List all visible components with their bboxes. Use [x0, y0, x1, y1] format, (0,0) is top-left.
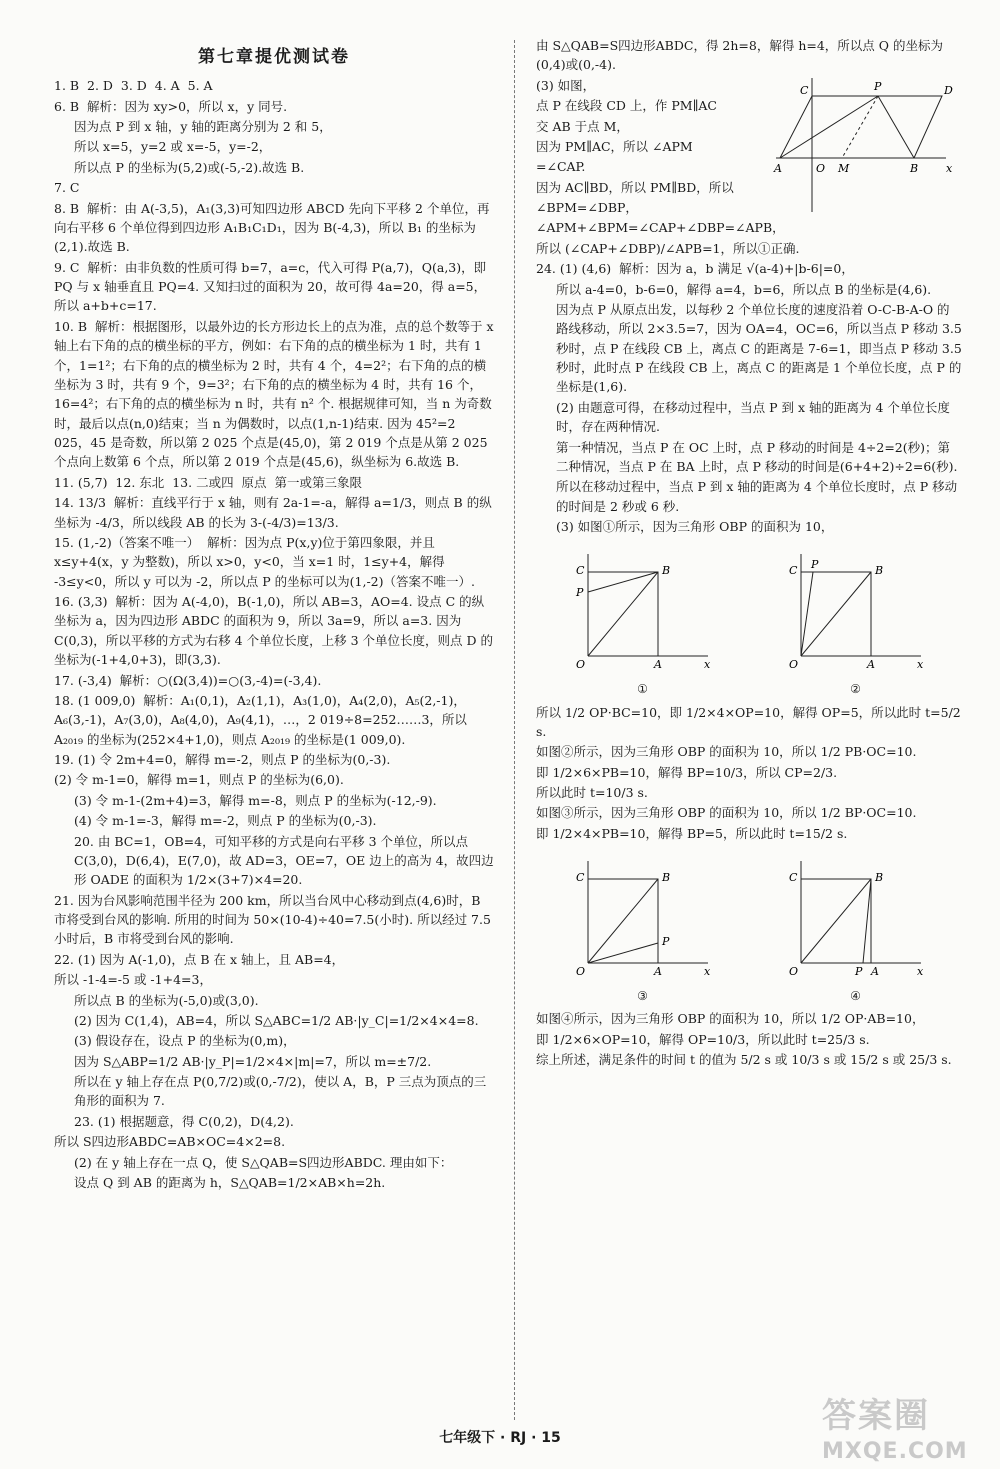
answer-line: 8. B 解析：由 A(-3,5)，A₁(3,3)可知四边形 ABCD 先向下平移 2 个单位，再向右平移 6 个单位得到四边形 A₁B₁C₁D₁，因为 B(-4,3)，所以 B₁ 的坐标为(2,1).故选 B. — [54, 200, 490, 255]
right-text-bottom — [536, 1009, 962, 1069]
answer-line: 设点 Q 到 AB 的距离为 h，S△QAB=1/2×AB×h=2h. — [74, 1174, 386, 1190]
figure-1 — [568, 544, 718, 698]
answer-line: 14. 13/3 解析：直线平行于 x 轴，则有 2a-1=-a，解得 a=1/3，则点 B 的纵坐标为 -4/3，所以线段 AB 的长为 3-(-4/3)=13/3. — [54, 495, 492, 530]
answer-line: 所以在 y 轴上存在点 P(0,7/2)或(0,-7/2)，使以 A，B，P 三点为顶点的三角形的面积为 7. — [74, 1074, 487, 1109]
right-text-top — [536, 36, 966, 536]
answer-line: 因为 S△ABP=1/2 AB·|y_P|=1/2×4×|m|=7，所以 m=±7/2. — [74, 1053, 432, 1069]
answer-line: 所以 S四边形ABDC=AB×OC=4×2=8. — [54, 1134, 286, 1150]
figure-4 — [781, 851, 931, 1005]
answer-line: 即 1/2×6×OP=10，解得 OP=10/3，所以此时 t=25/3 s. — [536, 1031, 870, 1047]
answer-line: 16. (3,3) 解析：因为 A(-4,0)，B(-1,0)，所以 AB=3，AO=4. 设点 C 的纵坐标为 a，因为四边形 ABDC 的面积为 9，所以 3a=9，所以 a=3. 因为 C(0,3)，所以平移的方式为右移 4 个单位长度，上移 3 个单位长度，则点 D 的坐标为(-1+4,0+3)，即(3,3). — [54, 594, 493, 668]
figure-3 — [568, 851, 718, 1005]
segment-ob — [588, 879, 658, 963]
answer-line: 24. (1) (4,6) 解析：因为 a，b 满足 √(a-4)+|b-6|=0， — [536, 261, 854, 277]
answer-line: (3) 令 m-1-(2m+4)=3，解得 m=-8，则点 P 的坐标为(-12,-9). — [74, 792, 437, 808]
answer-line: 所以在移动过程中，当点 P 到 x 轴的距离为 4 个单位长度时，点 P 移动的时间是 2 秒或 6 秒. — [556, 479, 958, 514]
point-label: P — [575, 586, 583, 600]
parallelogram-shape — [780, 96, 942, 158]
q23-3-text — [536, 76, 785, 239]
watermark-line2: MXQE.COM — [822, 1438, 968, 1464]
point-label: O — [575, 658, 585, 672]
point-label: P — [874, 79, 882, 93]
answer-line: 如图②所示，因为三角形 OBP 的面积为 10，所以 1/2 PB·OC=10. — [536, 744, 917, 760]
point-label: x — [916, 965, 923, 979]
segment-pm — [842, 96, 878, 158]
column-divider — [514, 40, 515, 1420]
answer-line: 所以点 P 的坐标为(5,2)或(-5,-2).故选 B. — [74, 159, 305, 175]
point-label: O — [788, 965, 798, 979]
watermark-line1: 答案圈 — [822, 1396, 930, 1436]
answer-line: 如图③所示，因为三角形 OBP 的面积为 10，所以 1/2 BP·OC=10. — [536, 805, 917, 821]
answer-line: (2) 因为 C(1,4)，AB=4，所以 S△ABC=1/2 AB·|y_C|=1/2×4×4=8. — [74, 1012, 479, 1028]
answer-line: (3) 如图， — [536, 77, 596, 93]
answer-line: (4) 令 m-1=-3，解得 m=-2，则点 P 的坐标为(0,-3). — [74, 813, 377, 829]
point-label: C — [575, 564, 584, 578]
answer-line: 由 S△QAB=S四边形ABDC，得 2h=8，解得 h=4，所以点 Q 的坐标为(0,4)或(0,-4). — [536, 38, 943, 73]
answer-line: 11. (5,7) 12. 东北 13. 二或四 原点 第一或第三象限 — [54, 474, 362, 490]
answer-line: ∠BPM=∠DBP， — [536, 200, 638, 215]
answer-line: 所以 a-4=0，b-6=0，解得 a=4，b=6，所以点 B 的坐标是(4,6). — [556, 281, 932, 297]
point-label: x — [916, 658, 923, 672]
answer-line: 7. C — [54, 180, 80, 196]
watermark — [822, 1390, 968, 1469]
page-footer: 七年级下 · RJ · 15 — [439, 1430, 561, 1446]
point-label: P — [810, 558, 818, 572]
figure-1-svg — [568, 544, 718, 674]
point-label: O — [788, 658, 798, 672]
answer-line: (2) 在 y 轴上存在一点 Q，使 S△QAB=S四边形ABDC. 理由如下： — [74, 1154, 453, 1170]
answer-line: 第一种情况，当点 P 在 OC 上时，点 P 移动的时间是 4÷2=2(秒)；第二种情况，当点 P 在 BA 上时，点 P 移动的时间是(6+4+2)÷2=6(秒). — [556, 439, 958, 474]
answer-line: 交 AB 于点 M， — [536, 118, 629, 134]
point-label: A — [653, 965, 662, 979]
point-label: P — [661, 935, 669, 949]
point-label: C — [788, 871, 797, 885]
point-label: M — [838, 161, 850, 175]
point-label: P — [854, 965, 862, 979]
point-label: C — [800, 83, 809, 97]
point-label: A — [653, 658, 662, 672]
answer-line: 因为 PM∥AC，所以 ∠APM — [536, 138, 693, 154]
answer-line: 综上所述，满足条件的时间 t 的值为 5/2 s 或 10/3 s 或 15/2 s 或 25/3 s. — [536, 1052, 952, 1068]
answer-line: 20. 由 BC=1，OB=4，可知平移的方式是向右平移 3 个单位，所以点 C(3,0)，D(6,4)，E(7,0)，故 AD=3，OE=7，OE 边上的高为 4，故四边形 OADE 的面积为 1/2×(3+7)×4=20. — [74, 833, 494, 888]
answer-line: (2) 令 m-1=0，解得 m=1，则点 P 的坐标为(6,0). — [54, 772, 344, 788]
point-label: B — [874, 871, 883, 885]
point-label: x — [703, 965, 710, 979]
answer-line: 6. B 解析：因为 xy>0，所以 x，y 同号. — [54, 98, 288, 114]
segment-pb — [863, 879, 871, 963]
point-label: x — [946, 161, 953, 175]
answer-line: ∠APM+∠BPM=∠CAP+∠DBP=∠APB， — [536, 220, 785, 236]
answer-line: 22. (1) 因为 A(-1,0)，点 B 在 x 轴上，且 AB=4， — [54, 951, 345, 967]
figure-2 — [781, 544, 931, 698]
answer-line: 所以点 B 的坐标为(-5,0)或(3,0). — [74, 992, 259, 1008]
point-label: x — [703, 658, 710, 672]
answer-line: 所以此时 t=10/3 s. — [536, 785, 648, 801]
segment-ob — [801, 879, 871, 963]
q23-3-block — [536, 76, 962, 239]
answer-line: 所以 x=5，y=2 或 x=-5，y=-2， — [74, 139, 272, 155]
figure-4-svg — [781, 851, 931, 981]
answer-line: 10. B 解析：根据图形，以最外边的长方形边长上的点为准，点的总个数等于 x 轴上右下角的点的横坐标的平方，例如：右下角的点的横坐标为 1 时，共有 1 个，1=1²；右下角的点的横坐标为 2 时，共有 4 个，4=2²；右下角的点的横坐标为 3 时，共有 9 个，9=3²；右下角的点的横坐标为 4 时，共有 16 个，16=4²；右下角的点的横坐标为 n 时，共有 n² 个. 根据规律可知，当 n 为奇数时，最后以点(n,0)结束；当 n 为偶数时，以点(1,n-1)结束. 因为 45²=2 025，45 是奇数，所以第 2 025 个点是(45,0)，第 2 019 个点是从第 2 025 个点向上数第 6 个点，所以第 2 019 个点是(45,6)，纵坐标为 6.故选 B. — [54, 318, 498, 470]
segment-pb — [588, 572, 658, 592]
answer-line: 9. C 解析：由非负数的性质可得 b=7，a=c，代入可得 P(a,7)，Q(a,3)，即 PQ 与 x 轴垂直且 PQ=4. 又知扫过的面积为 20，故可得 4a=20，得 a=5，所以 a+b+c=17. — [54, 259, 491, 314]
right-column — [536, 0, 966, 1071]
point-label: A — [870, 965, 879, 979]
answer-line: (3) 如图①所示，因为三角形 OBP 的面积为 10， — [556, 519, 834, 534]
point-label: C — [575, 871, 584, 885]
point-label: A — [866, 658, 875, 672]
answer-line: 所以 -1-4=-5 或 -1+4=3， — [54, 972, 212, 988]
page-title: 第七章提优测试卷 — [198, 47, 350, 67]
answer-line: 因为点 P 从原点出发，以每秒 2 个单位长度的速度沿着 O-C-B-A-O 的路线移动，所以 2×3.5=7，因为 OA=4，OC=6，所以当点 P 移动 3.5 秒时，点 P 在线段 CB 上，离点 C 的距离是 7-6=1，即当点 P 移动 3.5 秒时，此时点 P 在线段 CB 上，离点 C 的距离是 1 个单位长度，点 P 的坐标是(1,6). — [556, 301, 966, 395]
figures-row-2 — [536, 851, 962, 1005]
point-label: B — [874, 564, 883, 578]
point-label: C — [788, 564, 797, 578]
answer-line: (3) 假设存在，设点 P 的坐标为(0,m)， — [74, 1033, 296, 1049]
answer-line: 即 1/2×4×PB=10，解得 BP=5，所以此时 t=15/2 s. — [536, 825, 848, 841]
figure-3-svg — [568, 851, 718, 981]
point-label: O — [575, 965, 585, 979]
answer-line: 点 P 在线段 CD 上，作 PM∥AC — [536, 98, 717, 114]
answer-line: 因为 AC∥BD，所以 PM∥BD，所以 — [536, 179, 734, 195]
segment-op — [588, 943, 658, 963]
left-column — [54, 0, 498, 1193]
figures-row-1 — [536, 544, 962, 698]
answer-line: 1. B 2. D 3. D 4. A 5. A — [54, 78, 213, 94]
point-label: A — [774, 161, 782, 175]
answer-line: 17. (-3,4) 解析：○(Ω(3,4))=○(3,-4)=(-3,4). — [54, 672, 322, 688]
point-label: B — [661, 871, 670, 885]
point-label: D — [944, 83, 953, 97]
figure-caption: ② — [850, 681, 861, 696]
answer-line: =∠CAP. — [536, 159, 586, 175]
segment-ap — [780, 96, 878, 158]
figure-caption: ① — [637, 681, 648, 696]
figure-2-svg — [781, 544, 931, 674]
answer-line: 所以 1/2 OP·BC=10，即 1/2×4×OP=10，解得 OP=5，所以此时 t=5/2 s. — [536, 704, 965, 739]
right-text-mid — [536, 703, 965, 844]
segment-ob — [588, 572, 658, 656]
answer-line: 即 1/2×6×PB=10，解得 BP=10/3，所以 CP=2/3. — [536, 764, 838, 780]
answer-line: 如图④所示，因为三角形 OBP 的面积为 10，所以 1/2 OP·AB=10， — [536, 1011, 925, 1027]
parallelogram-diagram — [766, 76, 956, 216]
figure-caption: ④ — [850, 988, 861, 1003]
answer-line: 因为点 P 到 x 轴，y 轴的距离分别为 2 和 5， — [74, 119, 332, 135]
answer-line: 15. (1,-2)（答案不唯一） 解析：因为点 P(x,y)位于第四象限，并且 x≤y+4(x，y 为整数)，所以 x>0，y<0，当 x=1 时，1≤y+4，解得 -3≤y<0，所以 y 可以为 -2，所以点 P 的坐标可以为(1,-2)（答案不唯一）. — [54, 534, 475, 589]
answer-line: 所以 (∠CAP+∠DBP)/∠APB=1，所以①正确. — [536, 240, 800, 256]
answer-line: (2) 由题意可得，在移动过程中，当点 P 到 x 轴的距离为 4 个单位长度时，存在两种情况. — [556, 399, 950, 435]
segment-bp — [878, 96, 914, 158]
left-text — [54, 76, 498, 1192]
point-label: B — [661, 564, 670, 578]
answer-line: 23. (1) 根据题意，得 C(0,2)，D(4,2). — [74, 1113, 294, 1129]
figure-caption: ③ — [637, 988, 648, 1003]
point-label: B — [910, 161, 919, 175]
point-label: O — [816, 161, 826, 175]
answer-line: 21. 因为台风影响范围半径为 200 km，所以当台风中心移动到点(4,6)时，B 市将受到台风的影响. 所用的时间为 50×(10-4)÷40=7.5(小时). 所以经过 7.5 小时后，B 市将受到台风的影响. — [54, 892, 495, 947]
answer-line: 18. (1 009,0) 解析：A₁(0,1)，A₂(1,1)，A₃(1,0)，A₄(2,0)，A₅(2,-1)，A₆(3,-1)，A₇(3,0)，A₈(4,0)，A₉(4,1)，…，2 019÷8=252……3，所以 A₂₀₁₉ 的坐标为(252×4+1,0)，则点 A₂₀₁₉ 的坐标是(1 009,0). — [54, 692, 471, 747]
answer-line: 19. (1) 令 2m+4=0，解得 m=-2，则点 P 的坐标为(0,-3). — [54, 752, 391, 768]
